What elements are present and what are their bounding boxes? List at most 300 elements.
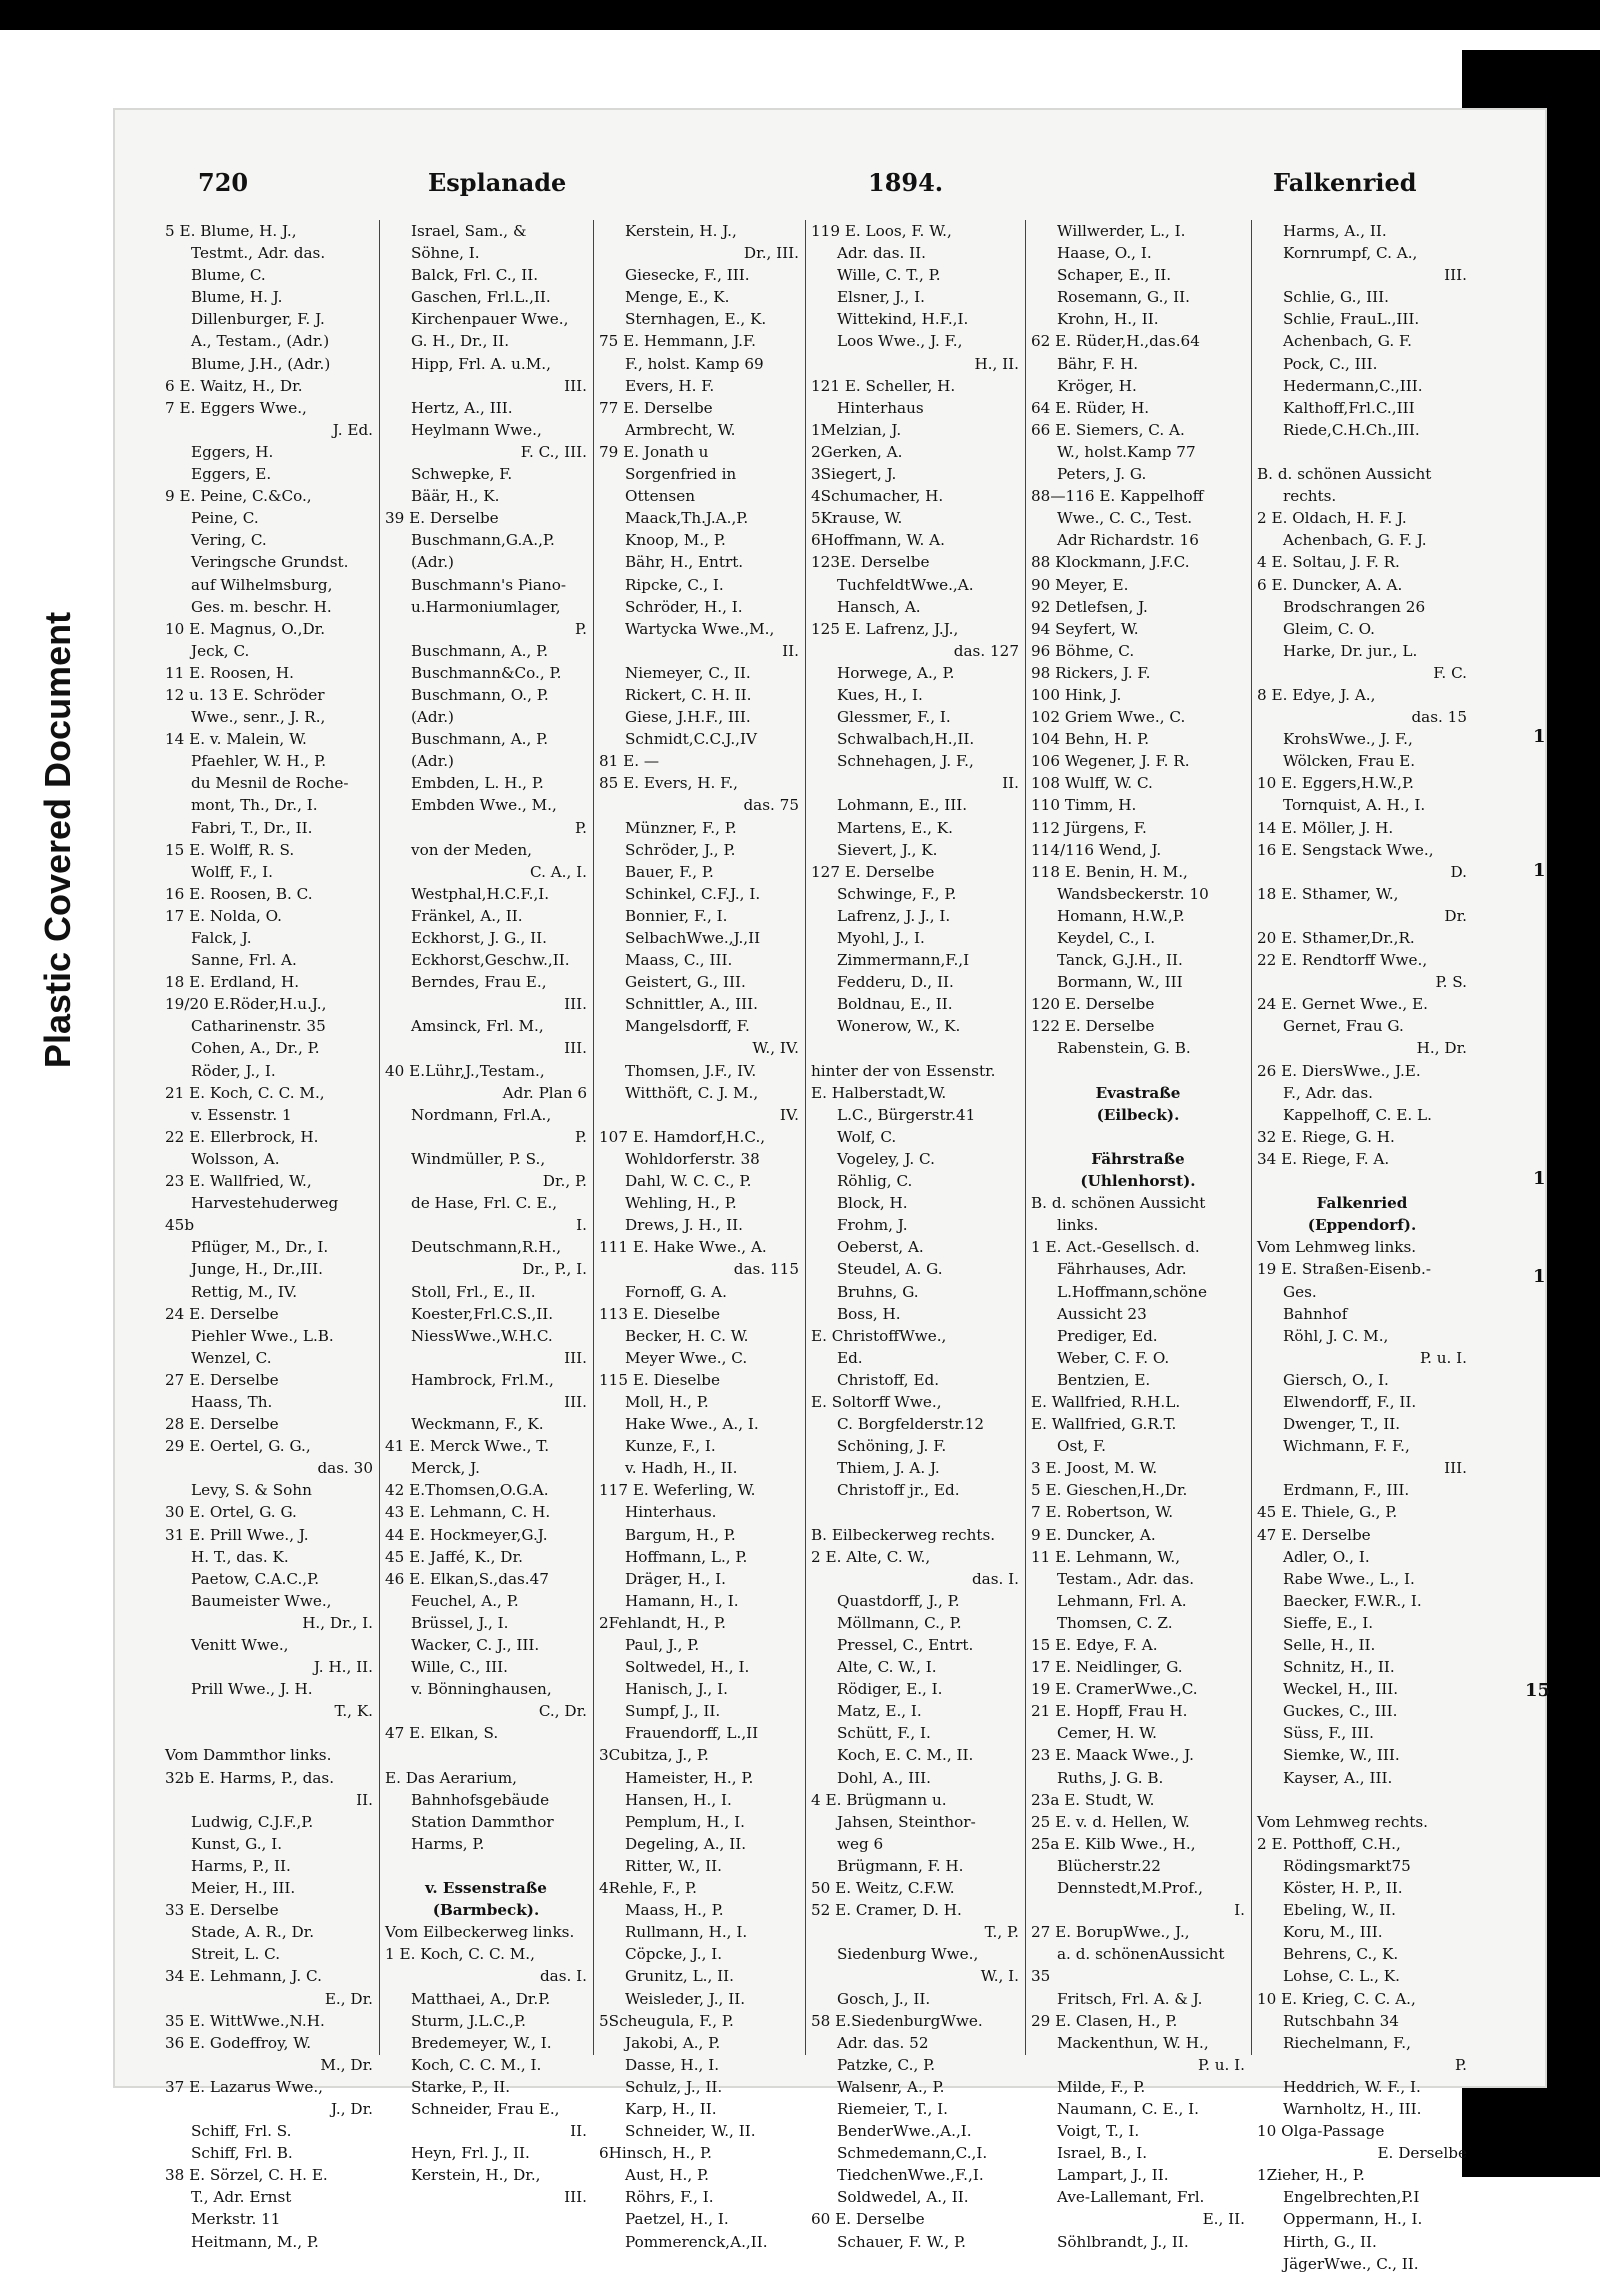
directory-entry-line: H., Dr. [1416,1039,1467,1058]
directory-entry-line: 119 E. Loos, F. W., [811,222,952,240]
directory-entry-line: Gleim, C. O. [1283,619,1376,638]
directory-entry-line: Ebeling, W., II. [1283,1901,1396,1920]
directory-entry-line: III. [564,1039,587,1058]
margin-digit: 1 [1533,1266,1546,1287]
directory-entry-line: J., Dr. [331,2099,373,2118]
directory-entry-line: Station Dammthor [411,1812,554,1831]
directory-entry-line: Guckes, C., III. [1283,1702,1398,1721]
directory-entry-line: Buschmann, A., P. [411,730,549,749]
directory-entry-line: 4 E. Soltau, J. F. R. [1257,553,1400,572]
directory-entry-line: NiessWwe.,W.H.C. [411,1326,553,1345]
directory-entry-line: F., holst. Kamp 69 [625,354,764,373]
directory-entry-line: v. Hadh, H., II. [625,1459,738,1478]
directory-entry-line: 10 Olga-Passage [1257,2122,1385,2141]
directory-entry-line: 32 E. Riege, G. H. [1257,1127,1395,1146]
directory-entry-line: Ottensen [625,487,695,506]
directory-entry-line: Dr., III. [743,244,799,263]
directory-entry-line: Evers, H. F. [625,376,715,395]
directory-entry-line: Riemeier, T., I. [837,2099,948,2118]
directory-entry-line: Adr. Plan 6 [502,1083,587,1102]
directory-entry-line: Rosemann, G., II. [1057,288,1190,307]
directory-entry-line: 11 E. Lehmann, W., [1031,1547,1181,1566]
directory-entry-line: Weber, C. F. O. [1057,1348,1170,1367]
directory-entry-line: 18 E. Sthamer, W., [1257,884,1399,903]
directory-entry-line: II. [782,641,799,660]
directory-entry-line: Riechelmann, F., [1283,2033,1411,2052]
directory-entry-line: Röder, J., I. [191,1061,276,1080]
directory-entry-line: 24 E. Gernet Wwe., E. [1257,995,1428,1014]
directory-entry-line: Maass, H., P. [625,1901,724,1920]
directory-entry-line: Homann, H.W.,P. [1057,906,1185,925]
directory-entry-line: C., Dr. [538,1702,587,1721]
directory-entry-line: Starke, P., II. [411,2077,511,2096]
directory-entry-line: Becker, H. C. W. [625,1326,749,1345]
directory-entry-line: III. [564,376,587,395]
directory-entry-line: P. S. [1435,973,1467,992]
page-header [198,168,1468,212]
directory-entry-line: Willwerder, L., I. [1057,222,1186,240]
directory-entry-line: Buschmann's Piano- [411,575,567,594]
directory-entry-line: Hertz, A., III. [411,398,513,417]
directory-entry-line: Venitt Wwe., [191,1636,289,1654]
street-section-heading: (Uhlenhorst). [1080,1172,1196,1191]
directory-entry-line: Eggers, E. [191,465,272,484]
directory-entry-line: Wehling, H., P. [625,1194,737,1213]
directory-page [113,108,1551,2273]
directory-entry-line: Röhrs, F., I. [625,2188,714,2207]
directory-entry-line: 17 E. Neidlinger, G. [1031,1658,1183,1677]
directory-entry-line: 2Fehlandt, H., P. [599,1613,727,1632]
directory-entry-line: 1 E. Act.-Gesellsch. d. [1031,1238,1200,1257]
directory-entry-line: Blücherstr.22 [1057,1856,1161,1875]
directory-entry-line: Koester,Frl.C.S.,II. [411,1304,554,1323]
directory-entry-line: Siemke, W., III. [1283,1746,1400,1765]
directory-entry-line: 4Schumacher, H. [811,487,944,506]
directory-entry-line: Hinterhaus [837,398,924,417]
directory-entry-line: 90 Meyer, E. [1031,575,1129,594]
directory-entry-line: Schneider, W., II. [625,2122,756,2141]
directory-entry-line: Fränkel, A., II. [411,906,523,925]
directory-entry-line: 31 E. Prill Wwe., J. [165,1525,309,1544]
directory-entry-line [1031,1060,1245,1082]
directory-entry-line: Loos Wwe., J. F., [837,332,963,351]
directory-entry-line: Rutschbahn 34 [1283,2011,1399,2030]
directory-entry-line: Harms, A., II. [1283,222,1387,240]
directory-entry-line: 62 E. Rüder,H.,das.64 [1031,332,1200,351]
directory-entry-line: Pfaehler, W. H., P. [191,752,327,771]
directory-entry-line: 20 E. Sthamer,Dr.,R. [1257,929,1415,947]
directory-entry-line: 42 E.Thomsen,O.G.A. [385,1481,549,1500]
directory-entry-line: Stoll, Frl., E., II. [411,1282,536,1301]
directory-entry-line: Dennstedt,M.Prof., [1057,1879,1204,1898]
directory-entry-line: Münzner, F., P. [625,818,737,837]
directory-entry-line: Lehmann, Frl. A. [1057,1591,1187,1610]
directory-entry-line: Buschmann, A., P. [411,641,549,660]
directory-entry-line: Krohn, H., II. [1057,310,1159,329]
directory-entry-line: I. [1234,1901,1245,1920]
directory-entry-line: Degeling, A., II. [625,1834,747,1853]
directory-entry-line: Jeck, C. [191,641,250,660]
directory-entry-line: 22 E. Ellerbrock, H. [165,1127,319,1146]
directory-entry-line: rechts. [1283,487,1337,506]
directory-entry-line: 88 Klockmann, J.F.C. [1031,553,1190,572]
directory-entry-line: Fährhauses, Adr. [1057,1260,1187,1279]
street-section-heading: Evastraße [1095,1083,1181,1102]
directory-entry-line: Schmedemann,C.,I. [837,2144,988,2163]
directory-entry-line: Giese, J.H.F., III. [625,708,751,727]
directory-entry-line: Stade, A. R., Dr. [191,1923,315,1942]
directory-entry-line: B. Eilbeckerweg rechts. [811,1525,996,1544]
directory-entry-line: Soltwedel, H., I. [625,1658,750,1677]
directory-entry-line: Brüssel, J., I. [411,1613,509,1632]
directory-entry-line: v. Bönninghausen, [411,1680,552,1699]
directory-entry-line: III. [564,995,587,1014]
directory-entry-line: Kunst, G., I. [191,1834,283,1853]
directory-entry-line: (Adr.) [411,553,454,572]
directory-entry-line: Rettig, M., IV. [191,1282,298,1301]
directory-entry-line: Schneider, Frau E., [411,2099,560,2118]
directory-entry-line: 120 E. Derselbe [1031,995,1155,1014]
directory-entry-line: 66 E. Siemers, C. A. [1031,420,1185,439]
directory-entry-line: 15 E. Edye, F. A. [1031,1636,1158,1654]
directory-entry-line: 25 E. v. d. Hellen, W. [1031,1812,1190,1831]
directory-entry-line: P. u. I. [1197,2055,1245,2074]
directory-entry-line: 34 E. Riege, F. A. [1257,1149,1390,1168]
directory-entry-line: 37 E. Lazarus Wwe., [165,2077,324,2096]
directory-entry-line: E. Wallfried, R.H.L. [1031,1392,1181,1411]
directory-entry-line: 19 E. Straßen-Eisenb.- [1257,1260,1431,1279]
directory-entry-line: Testam., Adr. das. [1057,1569,1195,1588]
directory-entry-line: Prediger, Ed. [1057,1326,1158,1345]
directory-entry-line: das. I. [971,1569,1019,1588]
directory-entry-line: Elsner, J., I. [837,288,925,307]
directory-entry-line: M., Dr. [320,2055,373,2074]
directory-entry-line: Achenbach, G. F. [1283,332,1412,351]
directory-entry-line: Pflüger, M., Dr., I. [191,1238,329,1257]
directory-entry-line: III. [564,1392,587,1411]
directory-entry-line: 5Scheugula, F., P. [599,2011,734,2030]
directory-entry-line: Dräger, H., I. [625,1569,727,1588]
directory-entry-line: Bähr, H., Entrt. [625,553,744,572]
directory-entry-line [1031,1126,1245,1148]
directory-entry-line: Wacker, C. J., III. [411,1636,540,1654]
directory-entry-line: Kerstein, H. J., [625,222,737,240]
directory-entry-line: Karp, H., II. [625,2099,717,2118]
directory-entry-line: E. ChristoffWwe., [811,1326,947,1345]
directory-entry-line: 16 E. Roosen, B. C. [165,884,313,903]
directory-entry-line: 6Hoffmann, W. A. [811,531,945,550]
directory-entry-line: Ave-Lallemant, Frl. [1057,2188,1205,2207]
directory-entry-line: 1 E. Koch, C. C. M., [385,1945,535,1964]
directory-entry-line: Keydel, C., I. [1057,929,1156,947]
directory-entry-line: Hambrock, Frl.M., [411,1370,554,1389]
directory-entry-line: Adr. das. 52 [837,2033,929,2052]
directory-entry-line: Catharinenstr. 35 [191,1017,326,1036]
directory-entry-line: Kappelhoff, C. E. L. [1283,1105,1432,1124]
directory-entry-line: Dillenburger, F. J. [191,310,325,329]
directory-entry-line: 18 E. Erdland, H. [165,973,300,992]
directory-entry-line: IV. [779,1105,799,1124]
directory-entry-line: Giersch, O., I. [1283,1370,1389,1389]
directory-entry-line: Siedenburg Wwe., [837,1945,979,1964]
directory-entry-line: Schlie, G., III. [1283,288,1389,307]
directory-entry-line: E. Derselbe [1377,2144,1467,2163]
directory-entry-line: II. [1002,774,1019,793]
directory-entry-line: (Adr.) [411,708,454,727]
directory-entry-line: KrohsWwe., J. F., [1283,730,1413,749]
directory-entry-line: 106 Wegener, J. F. R. [1031,752,1190,771]
directory-entry-line: a. d. schönenAussicht [1057,1945,1225,1964]
directory-entry-line: Matthaei, A., Dr.P. [411,1989,551,2008]
directory-entry-line: Windmüller, P. S., [411,1149,546,1168]
directory-entry-line: Vering, C. [191,531,267,550]
directory-entry-line: Sievert, J., K. [837,840,938,859]
directory-entry-line: Hinterhaus. [625,1503,717,1522]
directory-entry-line: Drews, J. H., II. [625,1216,743,1235]
street-section-heading: v. Essenstraße [425,1879,547,1898]
directory-entry-line: Eggers, H. [191,442,274,461]
directory-entry-line: 6 E. Duncker, A. A. [1257,575,1403,594]
directory-entry-line: Wenzel, C. [191,1348,272,1367]
directory-entry-line: Schwepke, F. [411,465,513,484]
directory-entry-line: Boldnau, E., II. [837,995,953,1014]
directory-entry-line: Cohen, A., Dr., P. [191,1039,320,1058]
directory-entry-line: Merck, J. [411,1459,480,1478]
directory-entry-line: Maass, C., III. [625,951,733,970]
directory-entry-line: 108 Wulff, W. C. [1031,774,1153,793]
directory-entry-line: Baecker, F.W.R., I. [1283,1591,1422,1610]
directory-entry-line: Adr Richardstr. 16 [1057,531,1199,550]
directory-entry-line: Buschmann&Co., P. [411,663,562,682]
directory-entry-line: Hansch, A. [837,597,921,616]
directory-entry-line: 36 E. Godeffroy, W. [165,2033,312,2052]
directory-entry-line: 58 E.SiedenburgWwe. [811,2011,983,2030]
directory-entry-line: 5Krause, W. [811,509,903,528]
directory-entry-line: Peters, J. G. [1057,465,1147,484]
directory-entry-line: Berndes, Frau E., [411,973,547,992]
directory-entry-line: 35 [1031,1967,1051,1986]
directory-entry-line: C. A., I. [529,862,587,881]
directory-entry-line: Weckel, H., III. [1283,1680,1399,1699]
directory-entry-line: E. Halberstadt,W. [811,1083,947,1102]
directory-entry-line: Kornrumpf, C. A., [1283,244,1418,263]
directory-entry-line: Wolf, C. [837,1127,897,1146]
directory-entry-line: Frohm, J. [837,1216,908,1235]
directory-entry-line: 88—116 E. Kappelhoff [1031,487,1204,506]
directory-entry-line: Sorgenfried in [625,465,737,484]
directory-entry-line: Schöning, J. F. [837,1437,947,1456]
directory-entry-line: Dohl, A., III. [837,1768,931,1787]
directory-entry-line: Heylmann Wwe., [411,420,542,439]
directory-entry-line: Thiem, J. A. J. [837,1459,940,1478]
directory-entry-line: P. [1455,2055,1467,2074]
directory-entry-line: Schaper, E., II. [1057,266,1172,285]
directory-entry-line: Matz, E., I. [837,1702,922,1721]
directory-entry-line: 2 E. Oldach, H. F. J. [1257,509,1407,528]
directory-entry-line: Patzke, C., P. [837,2055,936,2074]
directory-entry-line: Aust, H., P. [625,2166,709,2185]
margin-digit: 1 [1533,860,1546,881]
column-1 [165,220,373,2251]
directory-entry-line: 27 E. BorupWwe., J., [1031,1923,1190,1942]
directory-entry-line: II. [356,1790,373,1809]
directory-entry-line: 47 E. Elkan, S. [385,1724,499,1743]
directory-entry-line: III. [564,2188,587,2207]
directory-entry-line: 45 E. Jaffé, K., Dr. [385,1547,523,1566]
directory-entry-line: Walsenr, A., P. [837,2077,945,2096]
directory-entry-line: Pommerenck,A.,II. [625,2232,768,2251]
directory-entry-line: Cöpcke, J., I. [625,1945,723,1964]
directory-entry-line: Boss, H. [837,1304,901,1323]
directory-entry-line: Wwe., senr., J. R., [191,708,326,727]
directory-entry-line: Bredemeyer, W., I. [411,2033,552,2052]
directory-entry-line: Bäär, H., K. [411,487,500,506]
directory-entry-line: Myohl, J., I. [837,929,925,947]
directory-entry-line: 115 E. Dieselbe [599,1370,720,1389]
directory-entry-line: Dr. [1444,906,1467,925]
directory-entry-line: 50 E. Weitz, C.F.W. [811,1879,955,1898]
directory-entry-line: Vom Dammthor links. [165,1746,332,1765]
directory-entry-line: 3Siegert, J. [811,465,897,484]
directory-entry-line: 32b E. Harms, P., das. [165,1768,335,1787]
street-section-heading: (Eilbeck). [1096,1105,1180,1124]
year-heading: 1894. [868,168,944,197]
directory-entry-line: 5 E. Gieschen,H.,Dr. [1031,1481,1188,1500]
directory-entry-line: Oppermann, H., I. [1283,2210,1423,2229]
directory-entry-line: 45 E. Thiele, G., P. [1257,1503,1398,1522]
directory-entry-line: Moll, H., P. [625,1392,709,1411]
directory-entry-line: Quastdorff, J., P. [837,1591,960,1610]
column-4 [811,220,1019,2251]
directory-entry-line: 127 E. Derselbe [811,862,935,881]
directory-entry-line: Vom Lehmweg links. [1257,1238,1417,1257]
directory-entry-line: T., K. [334,1702,373,1721]
directory-entry-line: Wandsbeckerstr. 10 [1057,884,1209,903]
directory-entry-line: B. d. schönen Aussicht [1257,465,1432,484]
directory-entry-line: 1Melzian, J. [811,420,902,439]
directory-entry-line: Sturm, J.L.C.,P. [411,2011,526,2030]
directory-entry-line: Pressel, C., Entrt. [837,1636,974,1654]
directory-entry-line: Lafrenz, J. J., I. [837,906,951,925]
directory-entry-line: Schiff, Frl. B. [191,2144,293,2163]
directory-entry-line: Voigt, T., I. [1057,2122,1140,2141]
directory-entry-line: Bargum, H., P. [625,1525,736,1544]
directory-entry-line: 7 E. Robertson, W. [1031,1503,1174,1522]
street-left-heading: Esplanade [428,168,567,197]
directory-entry-line: Vogeley, J. C. [837,1149,935,1168]
directory-entry-line: das. 127 [953,641,1019,660]
directory-entry-line: B. d. schönen Aussicht [1031,1194,1206,1213]
directory-entry-line: Röhlig, C. [837,1172,913,1191]
directory-entry-line: Hamann, H., I. [625,1591,739,1610]
directory-entry-line: F. C., III. [520,442,587,461]
directory-entry-line: 35 E. WittWwe.,N.H. [165,2011,325,2030]
directory-entry-line: Wittekind, H.F.,I. [837,310,969,329]
directory-entry-line: 19 E. CramerWwe.,C. [1031,1680,1198,1699]
directory-entry-line: Heitmann, M., P. [191,2232,319,2251]
directory-entry-line: 9 E. Duncker, A. [1031,1525,1156,1544]
margin-digit: 15 [1525,1680,1551,1701]
directory-entry-line: Haase, O., I. [1057,244,1152,263]
directory-entry-line: das. 15 [1411,708,1467,727]
directory-entry-line: Schinkel, C.F.J., I. [625,884,761,903]
directory-entry-line [811,1501,1019,1523]
directory-entry-line: Weisleder, J., II. [625,1989,746,2008]
directory-entry-line: 123E. Derselbe [811,553,930,572]
directory-entry-line: Gosch, J., II. [837,1989,931,2008]
directory-entry-line: Schwalbach,H.,II. [837,730,975,749]
directory-entry-line: Martens, E., K. [837,818,953,837]
directory-entry-line: von der Meden, [411,840,532,859]
directory-entry-line: 110 Timm, H. [1031,796,1137,815]
directory-entry-line: 4Rehle, F., P. [599,1879,697,1898]
directory-entry-line: Block, H. [837,1194,908,1213]
directory-entry-line: Cemer, H. W. [1057,1724,1157,1743]
directory-entry-line: Harke, Dr. jur., L. [1283,641,1418,660]
directory-entry-line: 22 E. Rendtorff Wwe., [1257,951,1428,970]
margin-digit: 1 [1533,726,1546,747]
directory-entry-line: Maack,Th.J.A.,P. [625,509,749,528]
directory-entry-line: 29 E. Clasen, H., P. [1031,2011,1178,2030]
directory-entry-line: Behrens, C., K. [1283,1945,1399,1964]
directory-entry-line: Knoop, M., P. [625,531,726,550]
directory-entry-line: Schulz, J., II. [625,2077,723,2096]
street-section-heading: Fährstraße [1091,1149,1185,1168]
directory-entry-line: 4 E. Brügmann u. [811,1790,947,1809]
directory-entry-line: Warnholtz, H., III. [1283,2099,1422,2118]
directory-entry-line: 107 E. Hamdorf,H.C., [599,1127,766,1146]
directory-entry-line: das. 115 [733,1260,799,1279]
directory-entry-line: Sumpf, J., II. [625,1702,721,1721]
directory-entry-line: L.C., Bürgerstr.41 [837,1105,976,1124]
directory-entry-line: BenderWwe.,A.,I. [837,2122,972,2141]
directory-entry-line: L.Hoffmann,schöne [1057,1282,1207,1301]
column-divider [1251,220,1252,2055]
directory-entry-line: Brodschrangen 26 [1283,597,1426,616]
directory-entry-line: Dr., P. [542,1172,587,1191]
directory-entry-line: Grunitz, L., II. [625,1967,734,1986]
column-divider [593,220,594,2055]
directory-entry-line: Dasse, H., I. [625,2055,720,2074]
directory-entry-line: Rödiger, E., I. [837,1680,943,1699]
directory-entry-line: das. 30 [317,1459,373,1478]
directory-entry-line: Hanisch, J., I. [625,1680,728,1699]
directory-entry-line: Ripcke, C., I. [625,575,724,594]
directory-entry-line: Ed. [837,1348,863,1367]
directory-entry-line: III. [1444,1459,1467,1478]
directory-entry-line: P. u. I. [1419,1348,1467,1367]
directory-entry-line: 81 E. — [599,752,660,771]
directory-entry-line: TiedchenWwe.,F.,I. [837,2166,984,2185]
directory-entry-line: Heyn, Frl. J., II. [411,2144,530,2163]
directory-entry-line: u.Harmoniumlager, [411,597,561,616]
directory-entry-line: 121 E. Scheller, H. [811,376,956,395]
directory-entry-line: 75 E. Hemmann, J.F. [599,332,756,351]
directory-entry-line: mont, Th., Dr., I. [191,796,318,815]
directory-entry-line: Heddrich, W. F., I. [1283,2077,1421,2096]
directory-entry-line: Buschmann, O., P. [411,685,549,704]
directory-entry-line: Soldwedel, A., II. [837,2188,969,2207]
directory-entry-line: Pock, C., III. [1283,354,1378,373]
directory-entry-line: Aussicht 23 [1057,1304,1147,1323]
directory-entry-line: 10 E. Eggers,H.W.,P. [1257,774,1414,793]
directory-entry-line: Fabri, T., Dr., II. [191,818,313,837]
directory-entry-line: 28 E. Derselbe [165,1415,279,1434]
directory-entry-line: II. [570,2122,587,2141]
directory-entry-line: Dr., P., I. [522,1260,587,1279]
directory-entry-line: Kirchenpauer Wwe., [411,310,569,329]
directory-entry-line: Koch, E. C. M., II. [837,1746,974,1765]
